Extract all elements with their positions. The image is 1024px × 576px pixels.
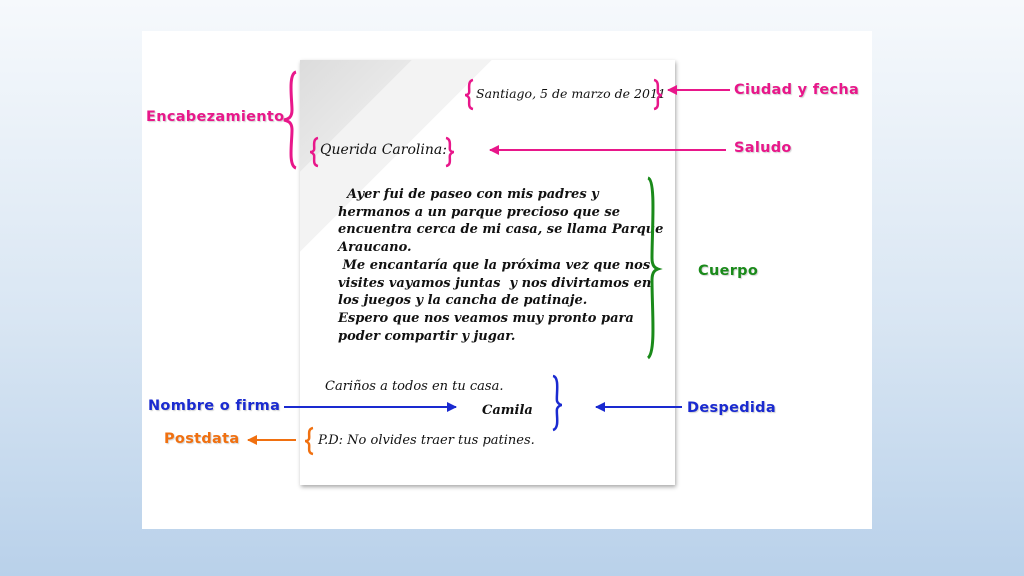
letter-date: Santiago, 5 de marzo de 2011 xyxy=(476,86,666,101)
letter-closing: Cariños a todos en tu casa. xyxy=(325,379,504,394)
greeting-brace-left xyxy=(310,138,318,166)
body-line: poder compartir y jugar. xyxy=(338,328,516,344)
body-line: Araucano. xyxy=(338,240,412,256)
body-line: encuentra cerca de mi casa, se llama Parque xyxy=(338,222,664,238)
date-brace-right xyxy=(654,80,662,109)
greeting-brace-right xyxy=(446,138,454,166)
label-despedida: Despedida xyxy=(687,400,776,416)
encabezamiento-brace xyxy=(284,72,296,168)
letter-signature: Camila xyxy=(482,403,533,418)
letter-greeting: Querida Carolina: xyxy=(320,142,447,158)
label-nombre-firma: Nombre o firma xyxy=(148,398,281,414)
label-encabezamiento: Encabezamiento xyxy=(146,109,285,125)
label-cuerpo: Cuerpo xyxy=(698,263,759,279)
body-brace xyxy=(648,178,658,358)
label-saludo: Saludo xyxy=(734,140,792,156)
body-line: hermanos a un parque precioso que se xyxy=(338,204,620,220)
closing-brace xyxy=(553,376,562,430)
body-line: Me encantaría que la próxima vez que nos xyxy=(338,257,651,273)
body-line: Ayer fui de paseo con mis padres y xyxy=(338,187,599,202)
label-ciudad-fecha: Ciudad y fecha xyxy=(734,82,860,98)
label-postdata: Postdata xyxy=(164,431,240,447)
date-brace-left xyxy=(465,80,473,109)
postscript-brace xyxy=(305,428,313,454)
letter-postscript: P.D: No olvides traer tus patines. xyxy=(318,433,535,448)
body-line: visites vayamos juntas y nos divirtamos en xyxy=(338,275,652,291)
body-line: Espero que nos veamos muy pronto para xyxy=(338,310,634,326)
body-line: los juegos y la cancha de patinaje. xyxy=(338,293,588,309)
